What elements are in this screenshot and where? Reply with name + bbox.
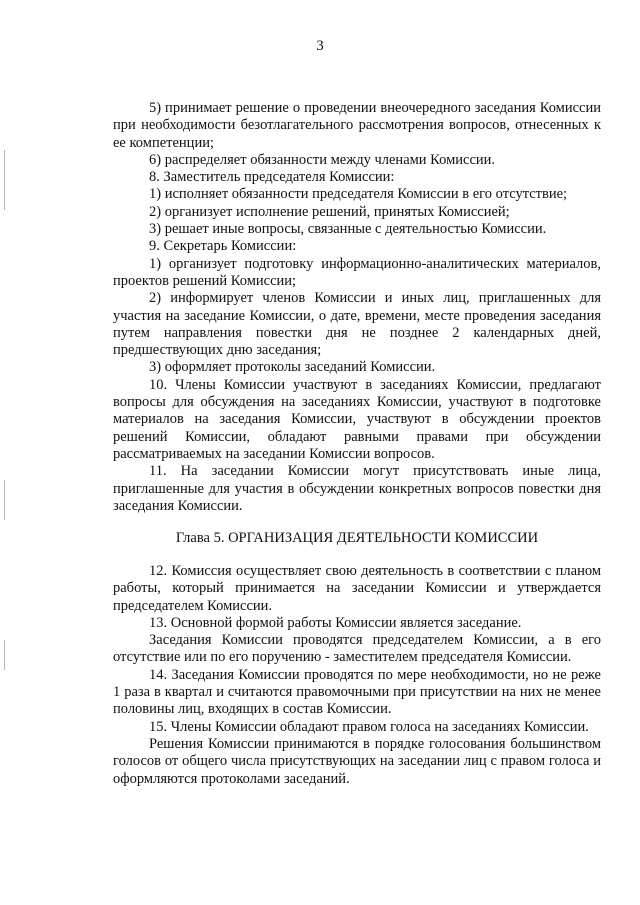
section-text-bottom: [113, 563, 601, 788]
paragraph: 15. Члены Комиссии обладают правом голоса на заседаниях Комиссии.: [149, 718, 589, 735]
paragraph: 2) организует исполнение решений, принятых Комиссией;: [149, 203, 510, 220]
paragraph: Решения Комиссии принимаются в порядке голосования большинством голосов от общего числа присутствующих на заседании лиц с правом голоса и оформляются протоколами заседаний.: [113, 735, 601, 787]
paragraph: 14. Заседания Комиссии проводятся по мере необходимости, но не реже 1 раза в квартал и считаются правомочными при присутствии на них не менее половины лиц, входящих в состав Комиссии.: [113, 666, 601, 718]
paragraph: 11. На заседании Комиссии могут присутствовать иные лица, приглашенные для участия в обсуждении конкретных вопросов повестки дня заседания Комиссии.: [113, 463, 601, 514]
paragraph: 12. Комиссия осуществляет свою деятельность в соответствии с планом работы, который принимается на заседании Комиссии и утверждается председателем Комиссии.: [113, 563, 601, 614]
paragraph: 1) организует подготовку информационно-аналитических материалов, проектов решений Комиссии;: [113, 255, 601, 289]
paragraph: 6) распределяет обязанности между членами Комиссии.: [149, 151, 496, 168]
paragraph: 8. Заместитель председателя Комиссии:: [149, 169, 395, 186]
paragraph: 3) решает иные вопросы, связанные с деятельностью Комиссии.: [149, 221, 547, 238]
paragraph: 3) оформляет протоколы заседаний Комиссии.: [149, 359, 436, 376]
paragraph: 13. Основной формой работы Комиссии является заседание.: [149, 614, 522, 631]
section-text-top: [113, 100, 601, 515]
chapter-title: Глава 5. ОРГАНИЗАЦИЯ ДЕЯТЕЛЬНОСТИ КОМИССИИ: [175, 530, 539, 546]
paragraph: 10. Члены Комиссии участвуют в заседаниях Комиссии, предлагают вопросы для обсуждения на заседаниях Комиссии, участвуют в подготовке материалов на заседания Комиссии, участвуют в обсуждении проектов решений Комиссии, обладают равными правами при обсуждении рассматриваемых на заседании Комиссии вопросов.: [113, 376, 601, 462]
paragraph: 1) исполняет обязанности председателя Комиссии в его отсутствие;: [149, 186, 568, 203]
paragraph: Заседания Комиссии проводятся председателем Комиссии, а в его отсутствие или по его поручению - заместителем председателя Комиссии.: [113, 632, 601, 666]
scan-margin-mark: [4, 150, 5, 210]
paragraph: 5) принимает решение о проведении внеочередного заседания Комиссии при необходимости безотлагательного рассмотрения вопросов, отнесенных к ее компетенции;: [113, 100, 601, 151]
scan-margin-mark: [4, 640, 5, 670]
paragraph: 2) информирует членов Комиссии и иных лиц, приглашенных для участия на заседание Комиссии, о дате, времени, месте проведения заседания путем направления повестки дня не позднее 2 календарных дней, предшествующих дню заседания;: [113, 290, 601, 359]
paragraph: 9. Секретарь Комиссии:: [149, 238, 297, 255]
page-number: 3: [316, 38, 324, 54]
scan-margin-mark: [4, 480, 5, 520]
